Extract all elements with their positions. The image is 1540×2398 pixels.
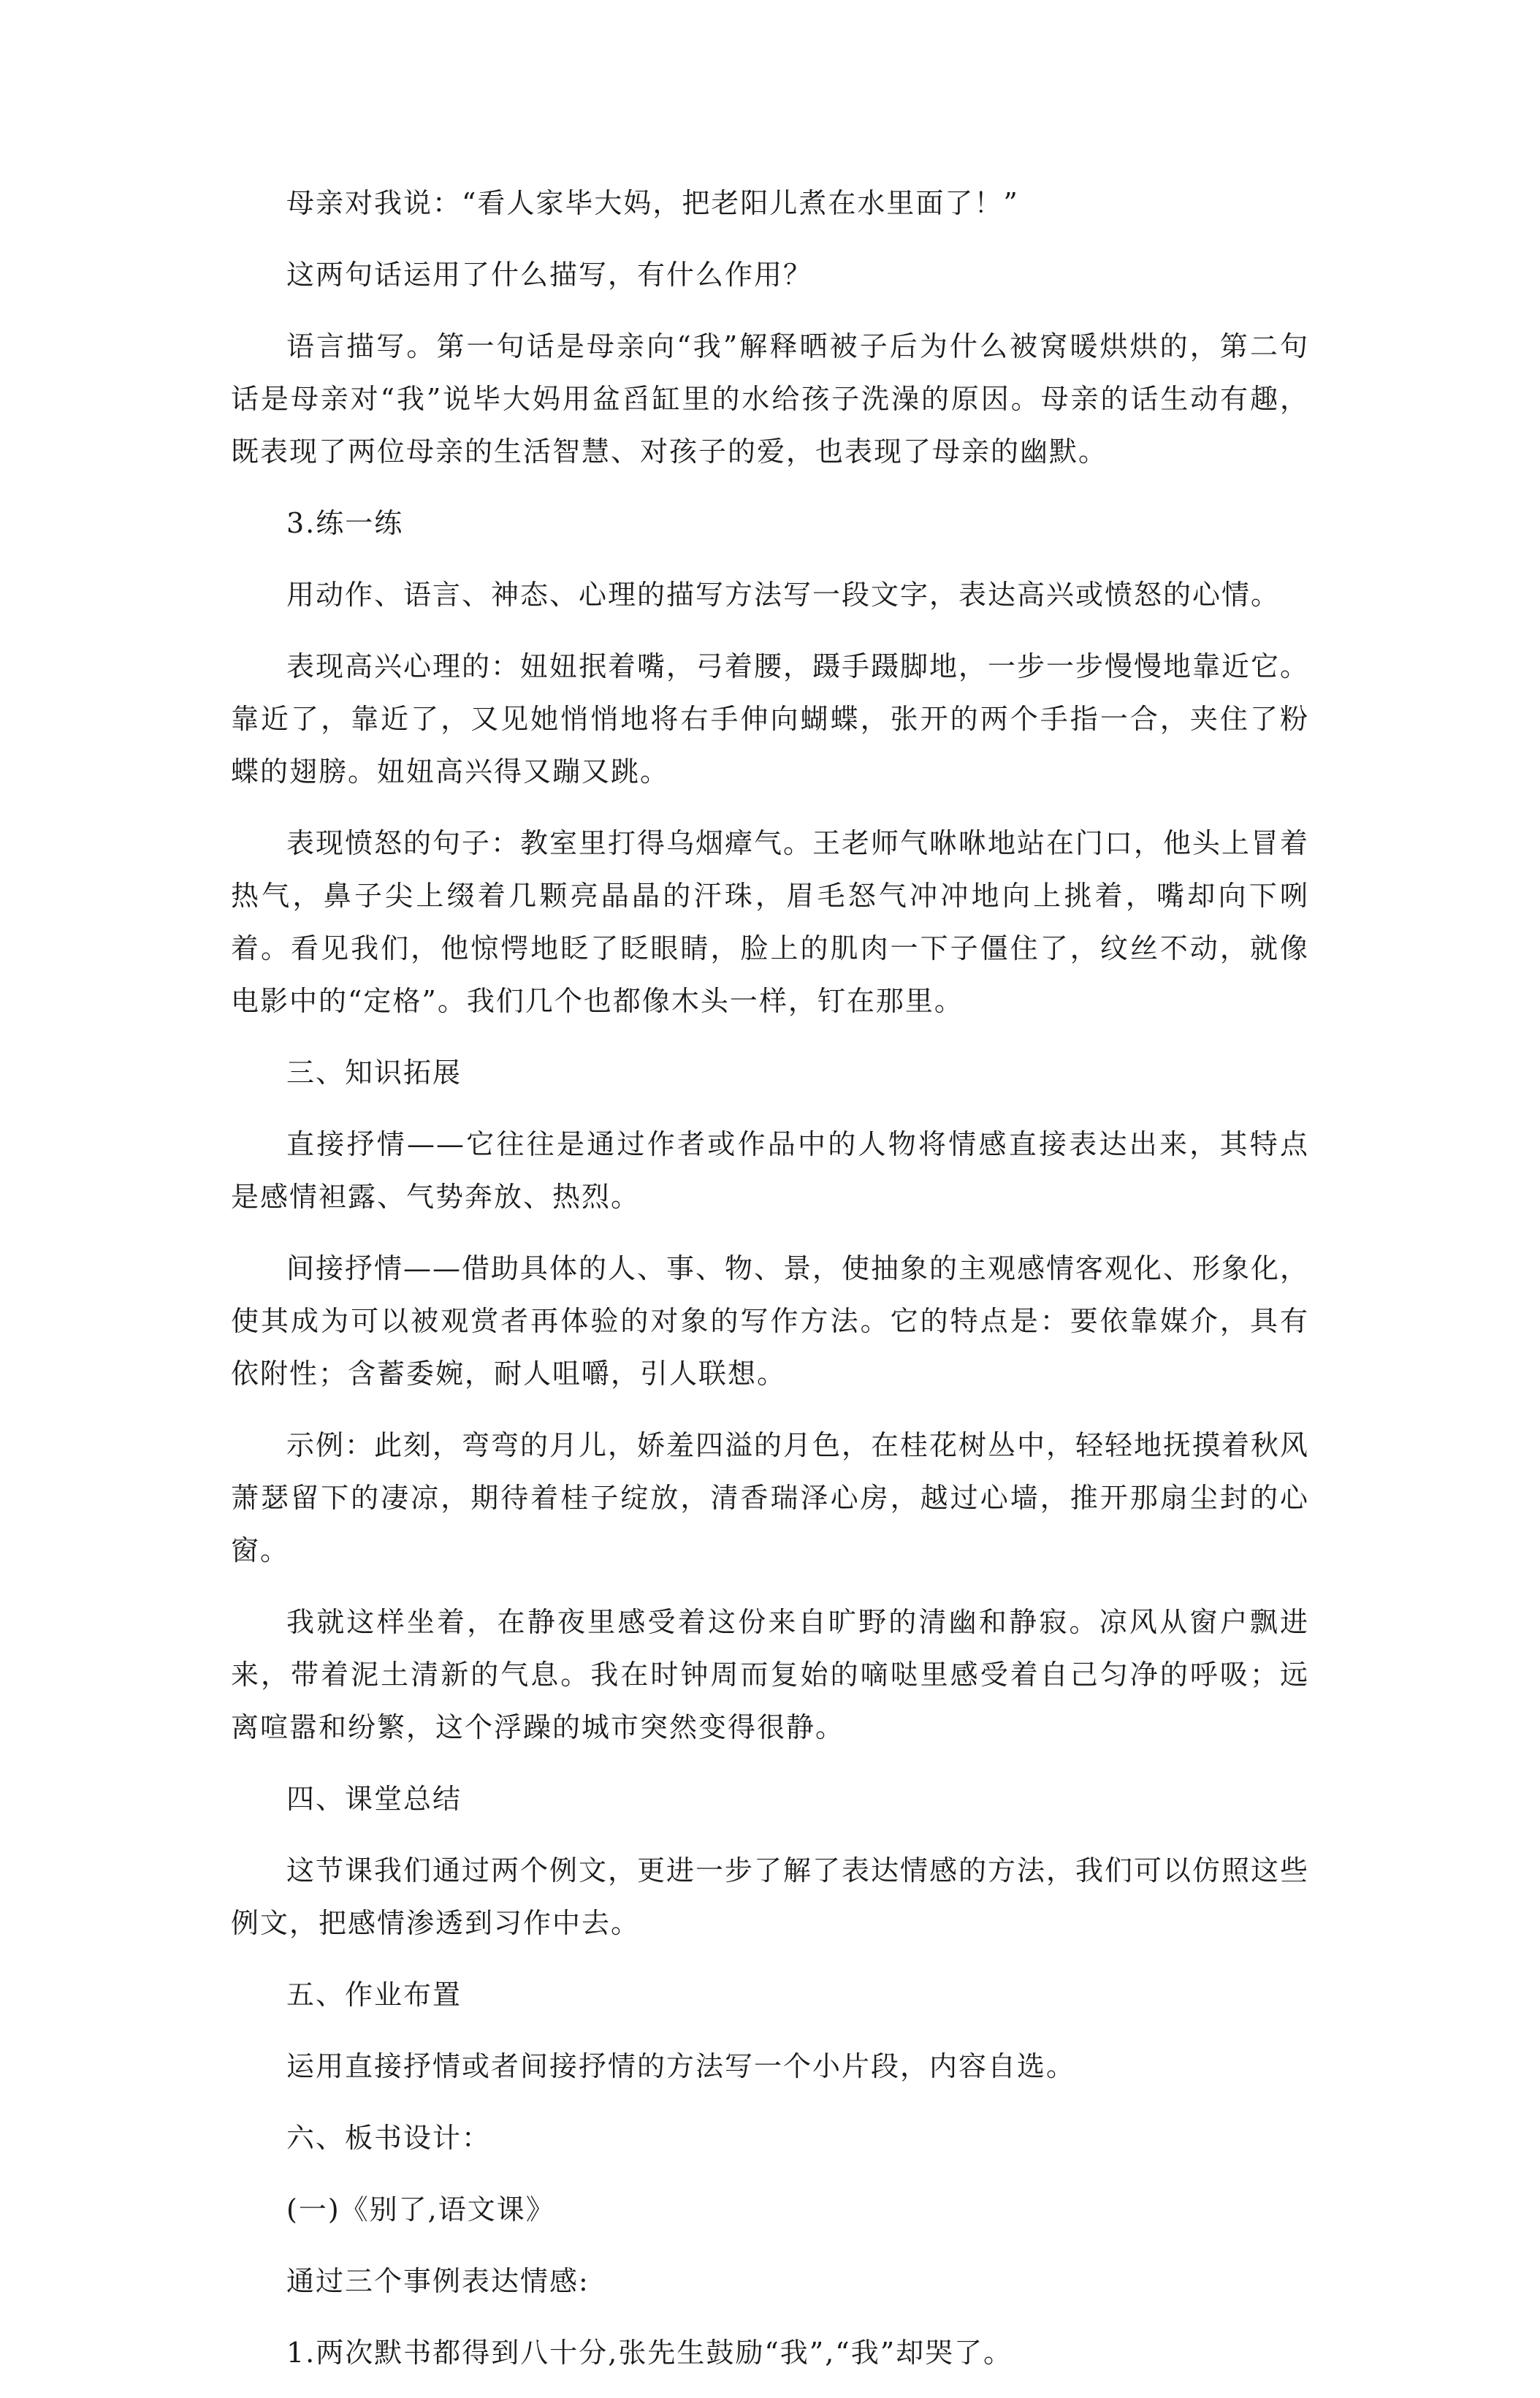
paragraph-example-night: 我就这样坐着，在静夜里感受着这份来自旷野的清幽和静寂。凉风从窗户飘进来，带着泥土清新的气息。我在时钟周而复始的嘀哒里感受着自己匀净的呼吸；远离喧嚣和纷繁，这个浮躁的城市突然变得很静。 — [231, 1606, 1309, 1743]
paragraph-direct-lyric: 直接抒情——它往往是通过作者或作品中的人物将情感直接表达出来，其特点 是感情袒露、气势奔放、热烈。 — [231, 1128, 1309, 1213]
board-item-1: 1.两次默书都得到八十分,张先生鼓励“我”,“我”却哭了。 — [286, 2337, 1013, 2369]
section-heading-homework: 五、作业布置 — [286, 1979, 462, 2011]
paragraph-homework: 运用直接抒情或者间接抒情的方法写一个小片段，内容自选。 — [286, 2050, 1076, 2082]
section-heading-summary: 四、课堂总结 — [286, 1783, 462, 1815]
board-item-subtitle: 通过三个事例表达情感: — [286, 2265, 590, 2297]
paragraph-answer: 语言描写。第一句话是母亲向“我”解释晒被子后为什么被窝暖烘烘的，第二句话是母亲对“我”说毕大妈用盆舀缸里的水给孩子洗澡的原因。母亲的话生动有趣，既表现了两位母亲的生活智慧、对孩子的爱，也表现了母亲的幽默。 — [231, 330, 1309, 468]
section-heading-extension: 三、知识拓展 — [286, 1057, 462, 1089]
paragraph-angry-example: 表现愤怒的句子：教室里打得乌烟瘴气。王老师气咻咻地站在门口，他头上冒着热气，鼻子尖上缀着几颗亮晶晶的汗珠，眉毛怒气冲冲地向上挑着，嘴却向下咧着。看见我们，他惊愕地眨了眨眼睛，脸上的肌肉一下子僵住了，纹丝不动，就像电影中的“定格”。我们几个也都像木头一样，钉在那里。 — [231, 827, 1310, 1017]
paragraph-question: 这两句话运用了什么描写，有什么作用？ — [286, 259, 813, 291]
board-item-title: (一)《别了,语文课》 — [286, 2193, 555, 2226]
section-heading-board: 六、板书设计： — [286, 2122, 492, 2154]
section-heading-practice: 3.练一练 — [286, 507, 404, 539]
paragraph-summary: 这节课我们通过两个例文，更进一步了解了表达情感的方法，我们可以仿照这些例文，把感情渗透到习作中去。 — [231, 1854, 1310, 1939]
paragraph-happy-example: 表现高兴心理的：妞妞抿着嘴，弓着腰，蹑手蹑脚地，一步一步慢慢地靠近它。靠近了，靠近了，又见她悄悄地将右手伸向蝴蝶，张开的两个手指一合，夹住了粉蝶的翅膀。妞妞高兴得又蹦又跳。 — [231, 650, 1310, 788]
paragraph-indirect-lyric: 间接抒情——借助具体的人、事、物、景，使抽象的主观感情客观化、形象化，使其成为可以被观赏者再体验的对象的写作方法。它的特点是：要依靠媒介，具有依附性；含蓄委婉，耐人咀嚼，引人联想。 — [231, 1252, 1310, 1390]
paragraph-example-moon: 示例：此刻，弯弯的月儿，娇羞四溢的月色，在桂花树丛中，轻轻地抚摸着秋风萧瑟留下的凄凉，期待着桂子绽放，清香瑞泽心房，越过心墙，推开那扇尘封的心窗。 — [231, 1429, 1310, 1567]
paragraph-mother-quote: 母亲对我说：“看人家毕大妈，把老阳儿煮在水里面了！” — [286, 187, 1019, 219]
document-body — [231, 177, 1309, 2398]
paragraph-practice-task: 用动作、语言、神态、心理的描写方法写一段文字，表达高兴或愤怒的心情。 — [286, 579, 1281, 611]
